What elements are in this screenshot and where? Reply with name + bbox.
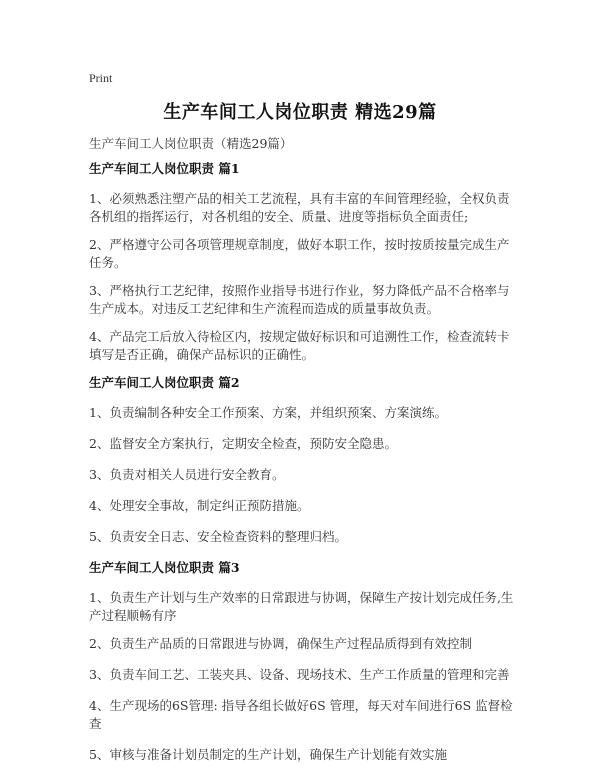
list-item: 2、负责生产品质的日常跟进与协调，确保生产过程品质得到有效控制: [89, 636, 472, 651]
section-heading: 生产车间工人岗位职责 篇3: [89, 560, 240, 575]
list-item: 5、审核与准备计划员制定的生产计划，确保生产计划能有效实施: [89, 747, 447, 762]
list-item: 3、严格执行工艺纪律，按照作业指导书进行作业，努力降低产品不合格率与生产成本。对违反工艺纪律和生产流程而造成的质量事故负责。: [89, 283, 510, 316]
document-subtitle: 生产车间工人岗位职责（精选29篇）: [89, 136, 293, 151]
document-body: [89, 160, 514, 777]
section-heading: 生产车间工人岗位职责 篇1: [89, 161, 240, 176]
list-item: 2、严格遵守公司各项管理规章制度，做好本职工作，按时按质按量完成生产任务。: [89, 237, 510, 270]
list-item: 4、生产现场的6S管理: 指导各组长做好6S 管理，每天对车间进行6S 监督检查: [89, 698, 513, 731]
section-3: [89, 559, 514, 764]
list-item: 3、负责对相关人员进行安全教育。: [89, 467, 285, 482]
print-link[interactable]: Print: [89, 71, 113, 85]
page-title: 生产车间工人岗位职责 精选29篇: [163, 102, 437, 123]
section-heading: 生产车间工人岗位职责 篇2: [89, 375, 240, 390]
list-item: 1、负责生产计划与生产效率的日常跟进与协调，保障生产按计划完成任务,生产过程顺畅有序: [89, 590, 514, 623]
section-1: [89, 160, 514, 364]
list-item: 1、必须熟悉注塑产品的相关工艺流程，具有丰富的车间管理经验，全权负责各机组的指挥运行，对各机组的安全、质量、进度等指标负全面责任;: [89, 191, 510, 224]
section-2: [89, 374, 514, 546]
list-item: 4、处理安全事故，制定纠正预防措施。: [89, 498, 310, 513]
list-item: 4、产品完工后放入待检区内，按规定做好标识和可追溯性工作，检查流转卡填写是否正确，确保产品标识的正确性。: [89, 329, 510, 362]
list-item: 3、负责车间工艺、工装夹具、设备、现场技术、生产工作质量的管理和完善: [89, 667, 510, 682]
list-item: 5、负责安全日志、安全检查资料的整理归档。: [89, 529, 347, 544]
list-item: 2、监督安全方案执行，定期安全检查，预防安全隐患。: [89, 436, 397, 451]
list-item: 1、负责编制各种安全工作预案、方案，并组织预案、方案演练。: [89, 405, 447, 420]
